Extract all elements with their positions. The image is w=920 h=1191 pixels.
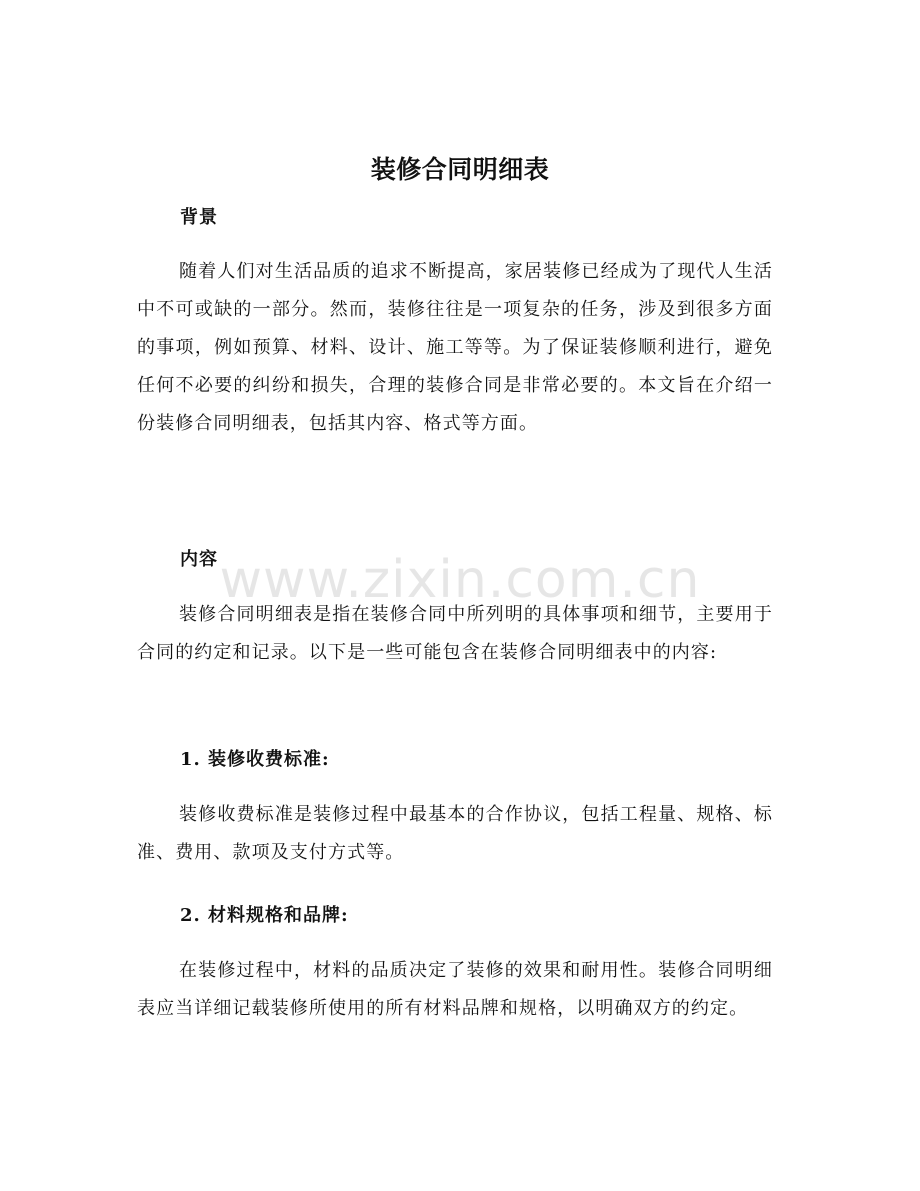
section-heading-material-spec: 2. 材料规格和品牌: [180, 905, 349, 926]
section-heading-content: 内容 [180, 549, 218, 570]
section-heading-background: 背景 [180, 207, 218, 228]
document-title: 装修合同明细表 [370, 155, 550, 184]
section-heading-fee-standard: 1. 装修收费标准: [180, 749, 330, 770]
section-paragraph-content: 装修合同明细表是指在装修合同中所列明的具体事项和细节，主要用于合同的约定和记录。以下是一些可能包含在装修合同明细表中的内容: [137, 604, 773, 663]
watermark: www.zixin.com.cn [219, 550, 701, 610]
section-paragraph-fee-standard: 装修收费标准是装修过程中最基本的合作协议，包括工程量、规格、标准、费用、款项及支付方式等。 [137, 804, 773, 863]
section-paragraph-material-spec: 在装修过程中，材料的品质决定了装修的效果和耐用性。装修合同明细表应当详细记载装修所使用的所有材料品牌和规格，以明确双方的约定。 [137, 960, 773, 1019]
section-paragraph-background: 随着人们对生活品质的追求不断提高，家居装修已经成为了现代人生活中不可或缺的一部分。然而，装修往往是一项复杂的任务，涉及到很多方面的事项，例如预算、材料、设计、施工等等。为了保证装修顺利进行，避免任何不必要的纠纷和损失，合理的装修合同是非常必要的。本文旨在介绍一份装修合同明细表，包括其内容、格式等方面。 [137, 261, 773, 434]
